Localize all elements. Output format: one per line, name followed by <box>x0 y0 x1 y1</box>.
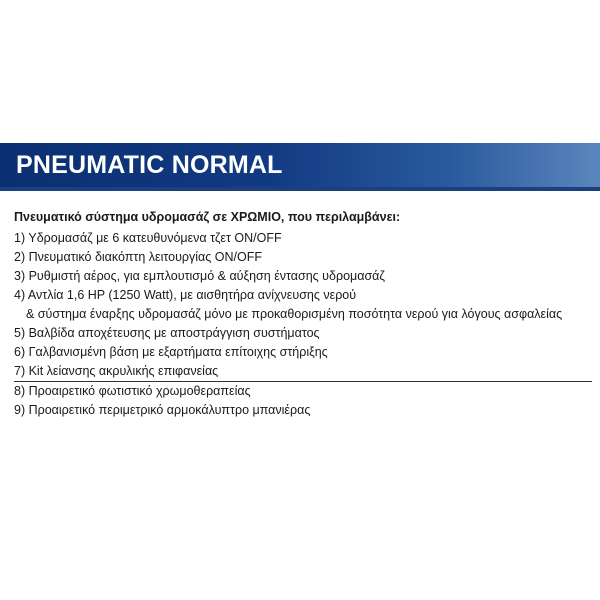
banner-divider <box>0 187 600 191</box>
page-title: PNEUMATIC NORMAL <box>16 151 283 179</box>
list-item: 1) Υδρομασάζ με 6 κατευθυνόμενα τζετ ON/OFF <box>14 231 282 245</box>
list-item: 3) Ρυθμιστή αέρος, για εμπλουτισμό & αύξηση έντασης υδρομασάζ <box>14 269 385 283</box>
list-item: 5) Βαλβίδα αποχέτευσης με αποστράγγιση συστήματος <box>14 326 320 340</box>
list-item: 6) Γαλβανισμένη βάση με εξαρτήματα επίτοιχης στήριξης <box>14 345 328 359</box>
feature-section <box>14 208 594 420</box>
list-item-continuation: & σύστημα έναρξης υδρομασάζ μόνο με προκαθορισμένη ποσότητα νερού για λόγους ασφαλείας <box>26 307 563 321</box>
feature-list <box>14 229 594 420</box>
intro-text: Πνευματικό σύστημα υδρομασάζ σε ΧΡΩΜΙΟ, που περιλαμβάνει: <box>14 210 401 224</box>
list-item: 4) Αντλία 1,6 HP (1250 Watt), με αισθητήρα ανίχνευσης νερού <box>14 288 357 302</box>
list-item: 9) Προαιρετικό περιμετρικό αρμοκάλυπτρο μπανιέρας <box>14 403 311 417</box>
list-item: 2) Πνευματικό διακόπτη λειτουργίας ON/OFF <box>14 250 262 264</box>
list-item: 8) Προαιρετικό φωτιστικό χρωμοθεραπείας <box>14 384 251 398</box>
list-item: 7) Kit λείανσης ακρυλικής επιφανείας <box>14 362 592 382</box>
